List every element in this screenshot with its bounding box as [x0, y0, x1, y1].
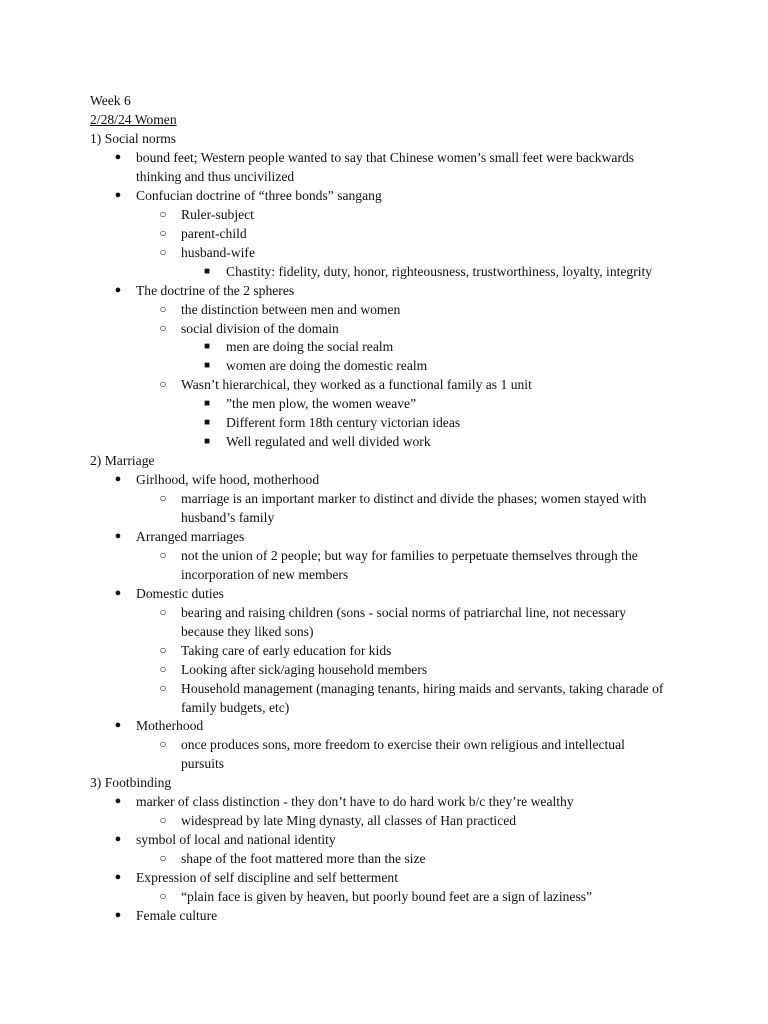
list-item: Ruler-subject: [181, 207, 254, 222]
week-label: Week 6: [90, 93, 131, 108]
list-item: Well regulated and well divided work: [226, 434, 431, 449]
hollow-circle-bullet-icon: ○: [159, 207, 167, 221]
list-item: Expression of self discipline and self betterment: [136, 870, 398, 885]
square-bullet-icon: ■: [203, 417, 211, 428]
square-bullet-icon: ■: [203, 398, 211, 409]
hollow-circle-bullet-icon: ○: [159, 245, 167, 259]
hollow-circle-bullet-icon: ○: [159, 737, 167, 751]
list-item: bound feet; Western people wanted to say that Chinese women’s small feet were backwards: [136, 150, 635, 165]
hollow-circle-bullet-icon: ○: [159, 662, 167, 676]
list-item: ”the men plow, the women weave”: [226, 396, 417, 411]
list-item: Arranged marriages: [136, 529, 245, 544]
section-heading: 3) Footbinding: [90, 775, 172, 790]
list-item: shape of the foot mattered more than the size: [181, 851, 426, 866]
list-item: “plain face is given by heaven, but poorly bound feet are a sign of laziness”: [181, 889, 593, 904]
filled-circle-bullet-icon: ●: [114, 151, 122, 163]
hollow-circle-bullet-icon: ○: [159, 813, 167, 827]
list-item: bearing and raising children (sons - social norms of patriarchal line, not necessary: [181, 605, 627, 620]
list-item: widespread by late Ming dynasty, all classes of Han practiced: [181, 813, 517, 828]
list-item: not the union of 2 people; but way for families to perpetuate themselves through the: [181, 548, 638, 563]
list-item: husband-wife: [181, 245, 255, 260]
list-item-continuation: husband’s family: [181, 510, 275, 525]
list-item-continuation: thinking and thus uncivilized: [136, 169, 295, 184]
filled-circle-bullet-icon: ●: [114, 909, 122, 921]
list-item: Household management (managing tenants, hiring maids and servants, taking charade of: [181, 681, 664, 696]
list-item: Motherhood: [136, 718, 204, 733]
list-item: social division of the domain: [181, 321, 339, 336]
hollow-circle-bullet-icon: ○: [159, 377, 167, 391]
list-item: Different form 18th century victorian ideas: [226, 415, 461, 430]
list-item: once produces sons, more freedom to exercise their own religious and intellectual: [181, 737, 625, 752]
list-item-continuation: because they liked sons): [181, 624, 314, 639]
list-item-continuation: pursuits: [181, 756, 225, 771]
hollow-circle-bullet-icon: ○: [159, 226, 167, 240]
section-heading: 2) Marriage: [90, 453, 155, 468]
hollow-circle-bullet-icon: ○: [159, 605, 167, 619]
filled-circle-bullet-icon: ●: [114, 871, 122, 883]
list-item: Wasn’t hierarchical, they worked as a functional family as 1 unit: [181, 377, 532, 392]
hollow-circle-bullet-icon: ○: [159, 851, 167, 865]
hollow-circle-bullet-icon: ○: [159, 321, 167, 335]
hollow-circle-bullet-icon: ○: [159, 643, 167, 657]
list-item: Taking care of early education for kids: [181, 643, 392, 658]
list-item: Looking after sick/aging household members: [181, 662, 428, 677]
filled-circle-bullet-icon: ●: [114, 719, 122, 731]
list-item: women are doing the domestic realm: [226, 358, 428, 373]
hollow-circle-bullet-icon: ○: [159, 302, 167, 316]
square-bullet-icon: ■: [203, 436, 211, 447]
list-item-continuation: family budgets, etc): [181, 700, 290, 715]
filled-circle-bullet-icon: ●: [114, 795, 122, 807]
square-bullet-icon: ■: [203, 341, 211, 352]
list-item: symbol of local and national identity: [136, 832, 336, 847]
hollow-circle-bullet-icon: ○: [159, 491, 167, 505]
list-item-continuation: incorporation of new members: [181, 567, 349, 582]
list-item: men are doing the social realm: [226, 339, 394, 354]
filled-circle-bullet-icon: ●: [114, 284, 122, 296]
list-item: Domestic duties: [136, 586, 224, 601]
filled-circle-bullet-icon: ●: [114, 587, 122, 599]
hollow-circle-bullet-icon: ○: [159, 889, 167, 903]
filled-circle-bullet-icon: ●: [114, 189, 122, 201]
section-heading: 1) Social norms: [90, 131, 177, 146]
square-bullet-icon: ■: [203, 360, 211, 371]
list-item: marker of class distinction - they don’t have to do hard work b/c they’re wealthy: [136, 794, 574, 809]
hollow-circle-bullet-icon: ○: [159, 548, 167, 562]
date-topic-heading: 2/28/24 Women: [90, 112, 177, 127]
filled-circle-bullet-icon: ●: [114, 833, 122, 845]
list-item: Female culture: [136, 908, 218, 923]
list-item: Chastity: fidelity, duty, honor, righteousness, trustworthiness, loyalty, integrity: [226, 264, 653, 279]
list-item: marriage is an important marker to distinct and divide the phases; women stayed with: [181, 491, 647, 506]
list-item: Girlhood, wife hood, motherhood: [136, 472, 320, 487]
list-item: The doctrine of the 2 spheres: [136, 283, 295, 298]
list-item: the distinction between men and women: [181, 302, 401, 317]
list-item: Confucian doctrine of “three bonds” sangang: [136, 188, 382, 203]
square-bullet-icon: ■: [203, 266, 211, 277]
list-item: parent-child: [181, 226, 247, 241]
filled-circle-bullet-icon: ●: [114, 473, 122, 485]
filled-circle-bullet-icon: ●: [114, 530, 122, 542]
hollow-circle-bullet-icon: ○: [159, 681, 167, 695]
